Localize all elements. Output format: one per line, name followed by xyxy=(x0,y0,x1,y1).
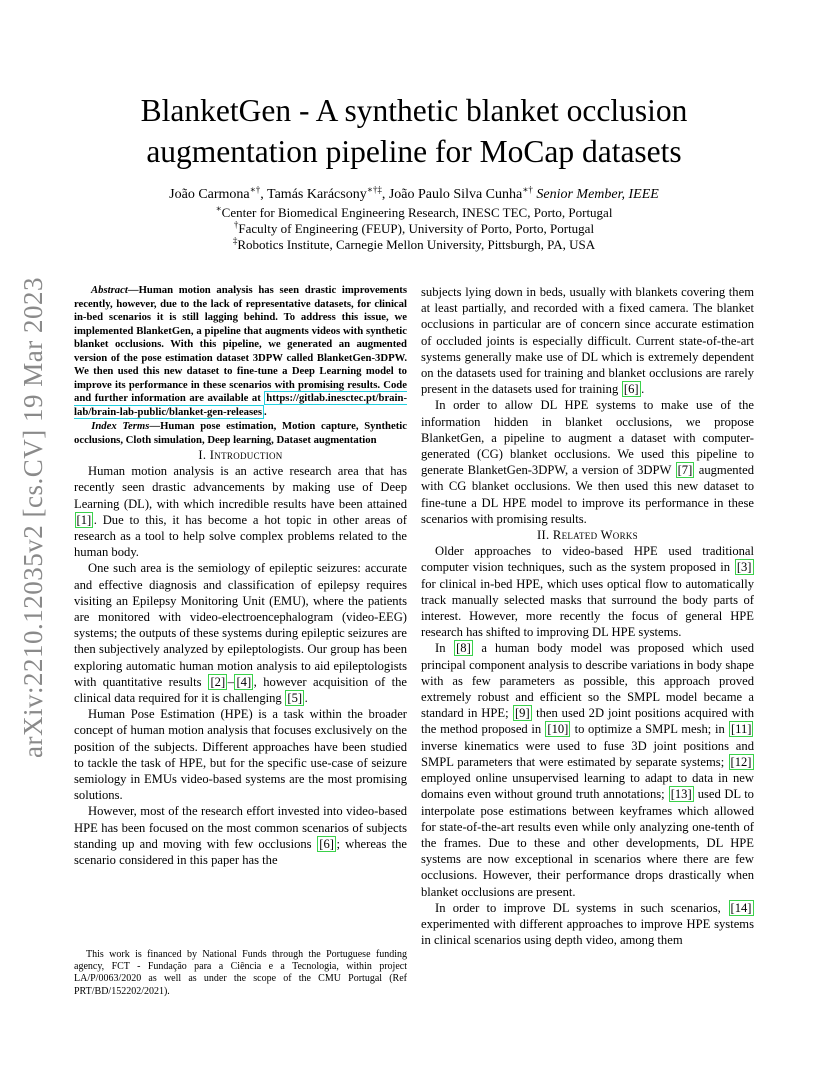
citation-link[interactable]: [5] xyxy=(287,691,303,706)
author-name: Tamás Karácsony xyxy=(267,187,367,202)
paragraph-text: used DL to interpolate pose estimations between keyframes which allowed for state-of-the-art results even while only analyzing one-tenth of the frames. Due to these and other developments, DL HPE systems are now exceptional in scenarios where there are few occlusions. However, their performance drops drastically when blanket occlusions are present. xyxy=(421,787,754,899)
author-marks: ∗† xyxy=(249,184,261,195)
paragraph-text: then used 2D joint positions acquired with the method proposed in xyxy=(421,706,754,737)
body-paragraph xyxy=(74,803,407,868)
affiliation xyxy=(80,205,748,221)
affiliation-text: Faculty of Engineering (FEUP), University of Porto, Porto, Portugal xyxy=(238,221,595,236)
paragraph-text: – xyxy=(227,674,234,689)
citation-link[interactable]: [9] xyxy=(514,706,530,721)
index-terms xyxy=(74,420,407,447)
abstract xyxy=(74,284,407,419)
paragraph-text: In xyxy=(435,641,454,656)
citation-link[interactable]: [13] xyxy=(670,787,692,802)
right-column xyxy=(421,284,754,948)
citation-link[interactable]: [3] xyxy=(736,560,752,575)
citation-link[interactable]: [10] xyxy=(547,722,569,737)
body-paragraph xyxy=(74,463,407,560)
citation-link[interactable]: [6] xyxy=(319,836,334,851)
body-paragraph xyxy=(74,560,407,706)
affiliation-text: Center for Biomedical Engineering Research, INESC TEC, Porto, Portugal xyxy=(221,205,613,220)
body-paragraph: Human Pose Estimation (HPE) is a task within the broader concept of human motion analysis that focuses exclusively on the position of the subjects. Different approaches have been studied to tackle the task of HPE, but for the specific use-case of seizure semiology in EMUs video-based systems are the most promising solutions. xyxy=(74,707,407,803)
paragraph-text: Human motion analysis is an active research area that has recently seen drastic advancements by making use of Deep Learning (DL), with which incredible results have been attained xyxy=(74,464,407,511)
section-heading-related-works: II. Related Works xyxy=(537,528,638,543)
citation-link[interactable]: [12] xyxy=(730,754,752,769)
abstract-end: . xyxy=(264,405,267,418)
citation-link[interactable]: [11] xyxy=(730,722,752,737)
index-terms-text: —Human pose estimation, Motion capture, Synthetic occlusions, Cloth simulation, Deep learning, Dataset augmentation xyxy=(74,420,407,446)
affiliation-mark: † xyxy=(233,219,239,230)
body-paragraph xyxy=(421,640,754,899)
citation-link[interactable]: [4] xyxy=(236,674,252,689)
paragraph-text: experimented with different approaches to improve HPE systems in clinical scenarios using depth video, among them xyxy=(421,916,754,948)
paragraph-text: augmented with CG blanket occlusions. We then used this new dataset to fine-tune a DL HPE model to improve its performance in these scenarios with promising results. xyxy=(421,463,754,526)
author-marks: ∗† xyxy=(522,184,533,195)
left-column xyxy=(74,284,407,868)
author-name: João Paulo Silva Cunha xyxy=(388,187,523,202)
body-paragraph xyxy=(421,900,754,949)
citation-link[interactable]: [1] xyxy=(76,512,92,527)
citation-link[interactable]: [14] xyxy=(730,900,752,915)
paragraph-text: subjects lying down in beds, usually with blankets covering them at least partially, and recorded with a fixed camera. The blanket occlusions in particular are of concern since accurate estimation of occluded joints is especially difficult. Current state-of-the-art systems generally make use of DL which is extremely dependent on the datasets used for training and blanket occlusions are rarely present in the datasets used for training xyxy=(421,285,754,397)
paragraph-text: a human body model was proposed which used principal component analysis to describe variations in body shape with as few parameters as possible, this approach proved extremely robust and efficient so the SMPL model became a standard in HPE; xyxy=(421,641,755,721)
author-name: João Carmona xyxy=(169,187,250,202)
paragraph-text: to optimize a SMPL mesh; in xyxy=(570,722,729,737)
author-membership: Senior Member, IEEE xyxy=(536,187,659,202)
paragraph-text: for clinical in-bed HPE, which uses optical flow to automatically track manually selected masks that surround the body parts of interest. However, more recently the focus of general HPE research has shifted to improving DL HPE systems. xyxy=(421,576,754,640)
body-paragraph xyxy=(421,397,754,527)
paragraph-text: One such area is the semiology of epileptic seizures: accurate and effective diagnosis and classification of epilepsy requires visiting an Epilepsy Monitoring Unit (EMU), where the patients are monitored with video-electroencephalogram (video-EEG) systems; the outputs of these systems during epileptic seizures are then subjectively analyzed by epileptologists. Our group has been exploring automatic human motion analysis to aid epileptologists with quantitative results xyxy=(74,561,407,689)
paragraph-text: employed online unsupervised learning to adapt to data in new domains even without ground truth annotations; xyxy=(421,771,754,802)
paragraph-text: ; whereas the scenario considered in this paper has the xyxy=(74,836,407,868)
index-terms-lead: Index Terms xyxy=(91,420,150,432)
affiliation xyxy=(80,221,748,237)
paragraph-text: . xyxy=(641,382,645,397)
paragraph-text: In order to allow DL HPE systems to make use of the information hidden in blanket occlusions, we propose BlanketGen, a pipeline to augment a dataset with computer-generated (CG) blanket occlusions. We used this pipeline to generate BlanketGen-3DPW, a version of 3DPW xyxy=(421,398,754,478)
body-paragraph xyxy=(421,543,754,640)
paragraph-text: . xyxy=(304,691,308,706)
abstract-text: —Human motion analysis has seen drastic improvements recently, however, due to the lack of representative datasets, for clinical in-bed scenarios it is still lagging behind. To address this issue, we implemented BlanketGen, a pipeline that augments videos with synthetic blanket occlusions. With this pipeline, we generated an augmented version of the pose estimation dataset 3DPW called BlanketGen-3DPW. We then used this new dataset to fine-tune a Deep Learning model to improve its performance in these scenarios with promising results. Code and further information are available at xyxy=(74,284,407,404)
paragraph-text: , however acquisition of the clinical data required for it is challenging xyxy=(74,674,407,706)
code-repository-link[interactable]: https://gitlab.inesctec.pt/brain-lab/brain-lab-public/blanket-gen-releases xyxy=(74,392,407,418)
author-line: João Carmona∗†, Tamás Karácsony∗†‡, João Paulo Silva Cunha∗† Senior Member, IEEE xyxy=(169,184,659,202)
affiliation-mark: ‡ xyxy=(232,235,238,246)
body-paragraph xyxy=(421,284,754,397)
paragraph-text: Older approaches to video-based HPE used traditional computer vision techniques, such as the system proposed in xyxy=(421,544,754,575)
section-heading-introduction: I. Introduction xyxy=(198,448,283,462)
arxiv-identifier: arXiv:2210.12035v2 [cs.CV] 19 Mar 2023 xyxy=(18,277,48,758)
funding-footnote: This work is financed by National Funds through the Portuguese funding agency, FCT - Fundação para a Ciência e a Tecnologia, within project LA/P/0063/2020 as well as under the scope of the CMU Portugal (Ref PRT/BD/152202/2021). xyxy=(74,949,407,997)
paragraph-text: . Due to this, it has become a hot topic in other areas of research as a tool to help solve complex problems related to the human body. xyxy=(74,512,407,560)
affiliation-mark: ∗ xyxy=(215,203,222,214)
citation-link[interactable]: [6] xyxy=(623,382,639,397)
paragraph-text: In order to improve DL systems in such scenarios, xyxy=(435,900,729,915)
paper-title: BlanketGen - A synthetic blanket occlusion augmentation pipeline for MoCap datasets xyxy=(140,93,688,169)
citation-link[interactable]: [8] xyxy=(456,641,471,656)
citation-link[interactable]: [2] xyxy=(210,674,226,689)
paragraph-text: inverse kinematics were used to fuse 3D joint positions and SMPL parameters that were estimated by separate systems; xyxy=(421,738,754,769)
paragraph-text: However, most of the research effort invested into video-based HPE has been focused on the most common scenarios of subjects standing up and moving with few occlusions xyxy=(74,804,407,851)
abstract-lead: Abstract xyxy=(91,284,128,296)
citation-link[interactable]: [7] xyxy=(677,463,693,478)
affiliation-text: Robotics Institute, Carnegie Mellon University, Pittsburgh, PA, USA xyxy=(237,237,596,252)
author-marks: ∗†‡ xyxy=(366,184,382,195)
affiliation xyxy=(80,237,748,253)
